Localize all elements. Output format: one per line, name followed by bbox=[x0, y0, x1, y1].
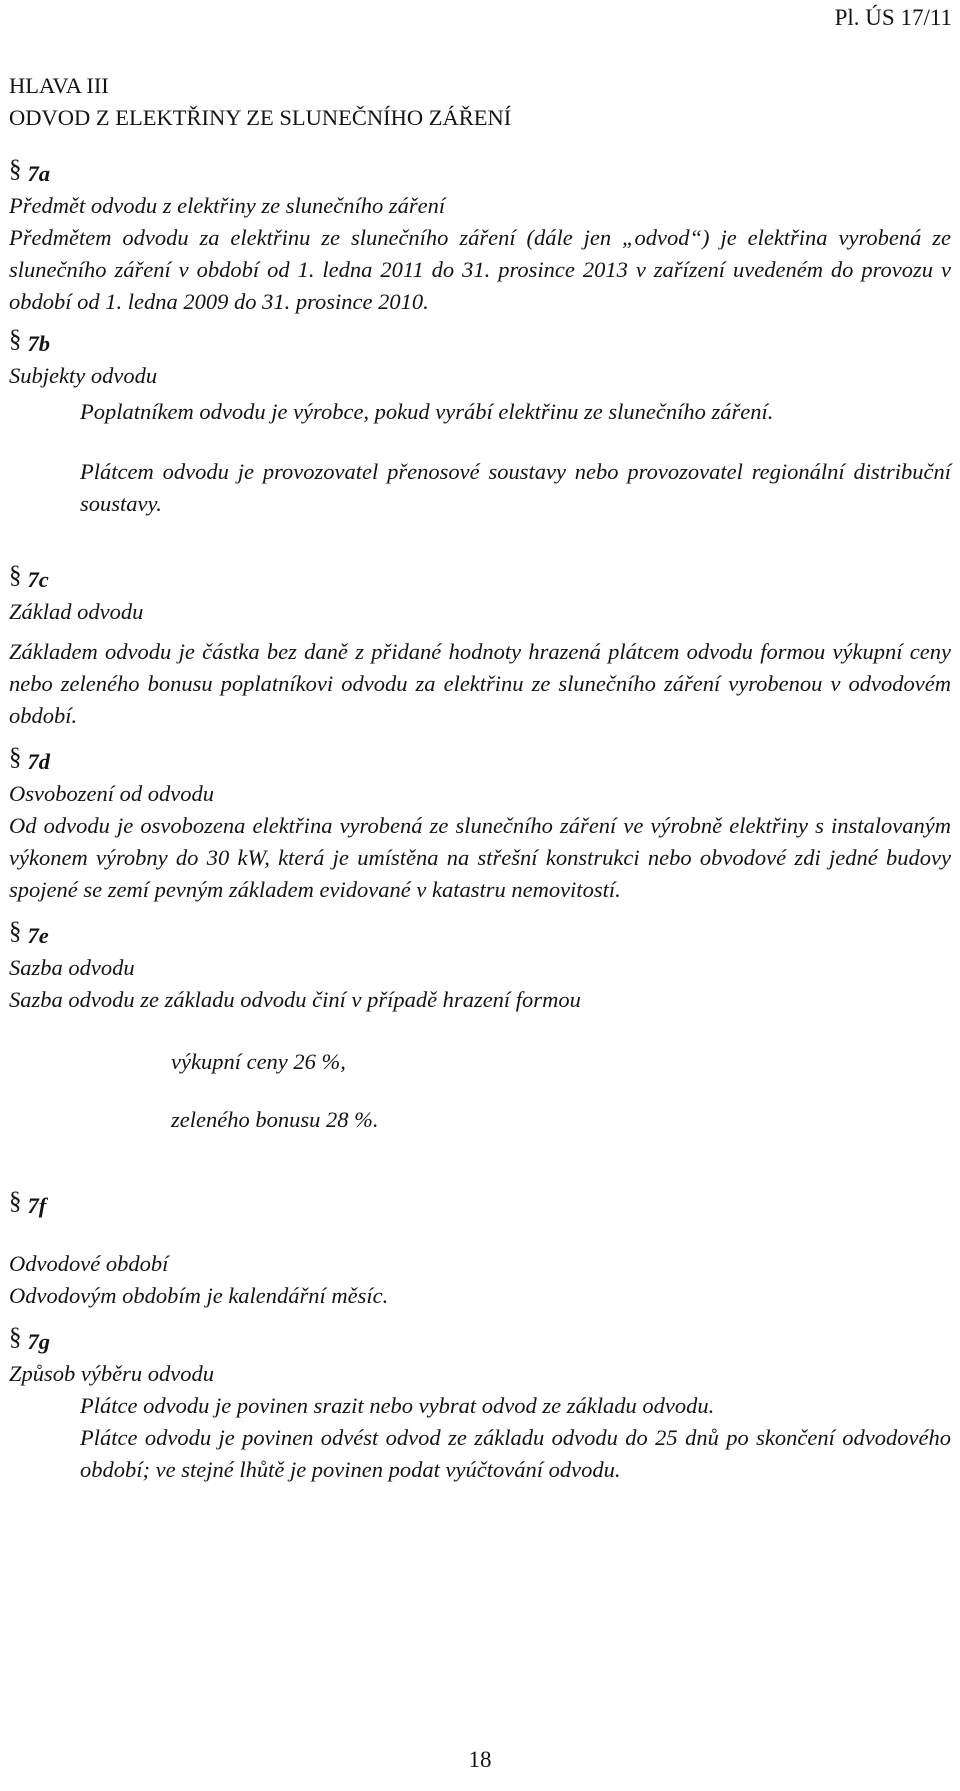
section-7e bbox=[9, 920, 951, 1136]
section-heading bbox=[9, 1326, 951, 1358]
paragraph-symbol: § bbox=[9, 1188, 22, 1215]
section-title: Sazba odvodu bbox=[9, 955, 135, 980]
section-heading bbox=[9, 564, 951, 596]
section-heading bbox=[9, 920, 951, 952]
paragraph-symbol: § bbox=[9, 562, 22, 589]
section-title: Odvodové období bbox=[9, 1251, 169, 1276]
page-identifier: Pl. ÚS 17/11 bbox=[834, 5, 952, 30]
section-7g bbox=[9, 1326, 951, 1486]
section-text: Předmětem odvodu za elektřinu ze slunečního záření (dále jen „odvod“) je elektřina vyrobená ze slunečního záření v období od 1. ledna 2011 do 31. prosince 2013 v zařízení uvedeném do provozu v období od 1. ledna 2009 do 31. prosince 2010. bbox=[9, 225, 951, 314]
section-title: Způsob výběru odvodu bbox=[9, 1361, 214, 1386]
page-number: 18 bbox=[468, 1747, 492, 1772]
section-number: 7a bbox=[27, 161, 50, 186]
section-title: Subjekty odvodu bbox=[9, 363, 158, 388]
document-body bbox=[9, 70, 951, 1486]
chapter-title: ODVOD Z ELEKTŘINY ZE SLUNEČNÍHO ZÁŘENÍ bbox=[9, 105, 512, 130]
section-title: Základ odvodu bbox=[9, 599, 144, 624]
section-7d bbox=[9, 746, 951, 906]
section-title: Předmět odvodu z elektřiny ze slunečního záření bbox=[9, 193, 446, 218]
chapter-number: HLAVA III bbox=[9, 73, 109, 98]
section-title: Osvobození od odvodu bbox=[9, 781, 214, 806]
section-7b bbox=[9, 328, 951, 520]
section-7f bbox=[9, 1190, 951, 1312]
section-number: 7g bbox=[27, 1329, 50, 1354]
section-text: Poplatníkem odvodu je výrobce, pokud vyrábí elektřinu ze slunečního záření. bbox=[80, 399, 774, 424]
section-text: Základem odvodu je částka bez daně z přidané hodnoty hrazená plátcem odvodu formou výkupní ceny nebo zeleného bonusu poplatníkovi odvodu za elektřinu ze slunečního záření vyrobenou v odvodovém období. bbox=[9, 639, 951, 728]
paragraph-symbol: § bbox=[9, 326, 22, 353]
section-text: Plátce odvodu je povinen srazit nebo vybrat odvod ze základu odvodu. bbox=[80, 1393, 715, 1418]
paragraph-symbol: § bbox=[9, 1324, 22, 1351]
section-text: Plátce odvodu je povinen odvést odvod ze základu odvodu do 25 dnů po skončení odvodového období; ve stejné lhůtě je povinen podat vyúčtování odvodu. bbox=[80, 1425, 951, 1482]
section-7c bbox=[9, 564, 951, 732]
paragraph-symbol: § bbox=[9, 918, 22, 945]
section-number: 7d bbox=[27, 749, 50, 774]
section-number: 7c bbox=[27, 567, 49, 592]
section-heading bbox=[9, 328, 951, 360]
section-number: 7f bbox=[27, 1193, 47, 1218]
section-heading bbox=[9, 746, 951, 778]
section-text: Plátcem odvodu je provozovatel přenosové soustavy nebo provozovatel regionální distribuční soustavy. bbox=[80, 459, 951, 516]
section-heading bbox=[9, 1190, 951, 1222]
section-text: Od odvodu je osvobozena elektřina vyrobená ze slunečního záření ve výrobně elektřiny s instalovaným výkonem výrobny do 30 kW, která je umístěna na střešní konstrukci nebo obvodové zdi jedné budovy spojené se zemí pevným základem evidované v katastru nemovitostí. bbox=[9, 813, 951, 902]
rate-green-bonus: zeleného bonusu 28 %. bbox=[171, 1107, 379, 1132]
section-number: 7e bbox=[27, 923, 49, 948]
section-text: Odvodovým obdobím je kalendářní měsíc. bbox=[9, 1283, 389, 1308]
section-heading bbox=[9, 158, 951, 190]
section-text: Sazba odvodu ze základu odvodu činí v případě hrazení formou bbox=[9, 987, 581, 1012]
paragraph-symbol: § bbox=[9, 156, 22, 183]
paragraph-symbol: § bbox=[9, 744, 22, 771]
section-7a bbox=[9, 158, 951, 318]
rate-purchase-price: výkupní ceny 26 %, bbox=[171, 1049, 346, 1074]
section-number: 7b bbox=[27, 331, 50, 356]
